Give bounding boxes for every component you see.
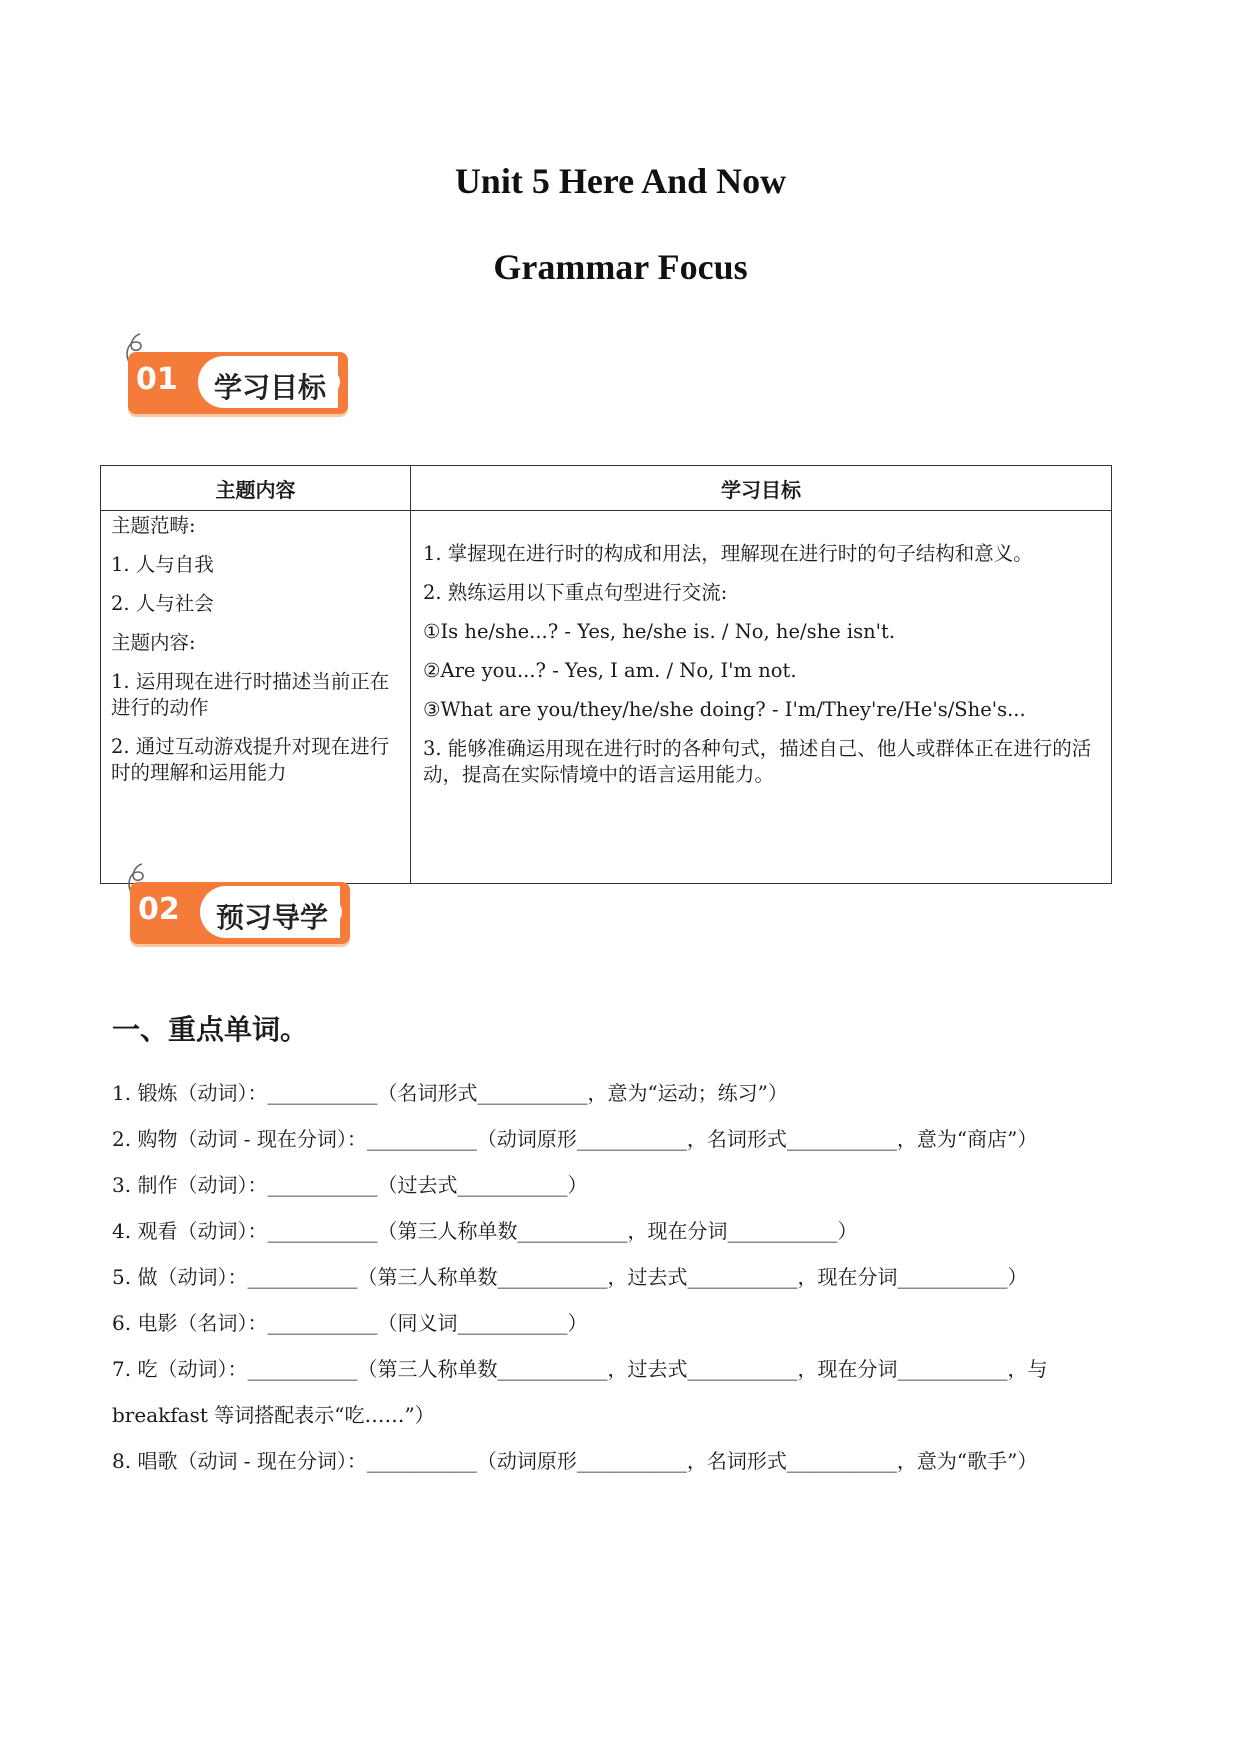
vocab-item: 1. 锻炼（动词）：___________（名词形式___________，意为“运动；练习”） [112, 1081, 788, 1105]
vocab-item: 8. 唱歌（动词 - 现在分词）：___________（动词原形___________，名词形式___________，意为“歌手”） [112, 1449, 1038, 1473]
section-heading: 一、重点单词。 [112, 1013, 309, 1046]
goal-line: 3. 能够准确运用现在进行时的各种句式，描述自己、他人或群体正在进行的活动，提高在实际情境中的语言运用能力。 [423, 737, 1092, 786]
vocab-item: 4. 观看（动词）：___________（第三人称单数___________，现在分词___________） [112, 1219, 858, 1243]
topic-line: 2. 人与社会 [111, 592, 214, 615]
section-badge-02 [120, 860, 360, 950]
vocab-item: 7. 吃（动词）：___________（第三人称单数___________，过去式___________，现在分词___________，与 breakfast 等词搭配表示“吃……”） [112, 1357, 1048, 1427]
header-goals: 学习目标 [411, 466, 1112, 511]
badge-label: 学习目标 [214, 371, 327, 404]
document-title: Unit 5 Here And Now [454, 161, 787, 201]
topic-line: 1. 运用现在进行时描述当前正在进行的动作 [111, 670, 390, 719]
vocab-item: 5. 做（动词）：___________（第三人称单数___________，过去式___________，现在分词___________） [112, 1265, 1028, 1289]
goals-table [100, 465, 1112, 884]
goal-line: 1. 掌握现在进行时的构成和用法，理解现在进行时的句子结构和意义。 [423, 542, 1033, 565]
document-subtitle: Grammar Focus [493, 247, 748, 287]
topic-line: 1. 人与自我 [111, 553, 214, 576]
vocab-item: 2. 购物（动词 - 现在分词）：___________（动词原形___________，名词形式___________，意为“商店”） [112, 1127, 1038, 1151]
goal-line: ②Are you...? - Yes, I am. / No, I'm not. [423, 659, 797, 682]
goal-line: 2. 熟练运用以下重点句型进行交流: [423, 581, 728, 604]
vocab-list [112, 1070, 1122, 1484]
header-topic: 主题内容 [101, 466, 411, 511]
section-badge-01 [118, 330, 358, 420]
goal-line: ③What are you/they/he/she doing? - I'm/They're/He's/She's... [423, 698, 1026, 721]
vocab-item: 3. 制作（动词）：___________（过去式___________） [112, 1173, 588, 1197]
vocab-item: 6. 电影（名词）：___________（同义词___________） [112, 1311, 588, 1335]
badge-label: 预习导学 [216, 901, 329, 934]
goal-line: ①Is he/she...? - Yes, he/she is. / No, he/she isn't. [423, 620, 896, 643]
goals-cell [411, 511, 1112, 884]
topic-line: 主题范畴: [111, 514, 196, 537]
badge-number: 01 [136, 362, 178, 397]
topic-line: 主题内容: [111, 631, 196, 654]
badge-number: 02 [138, 892, 180, 927]
topic-line: 2. 通过互动游戏提升对现在进行时的理解和运用能力 [111, 735, 390, 784]
topic-cell [101, 511, 411, 884]
